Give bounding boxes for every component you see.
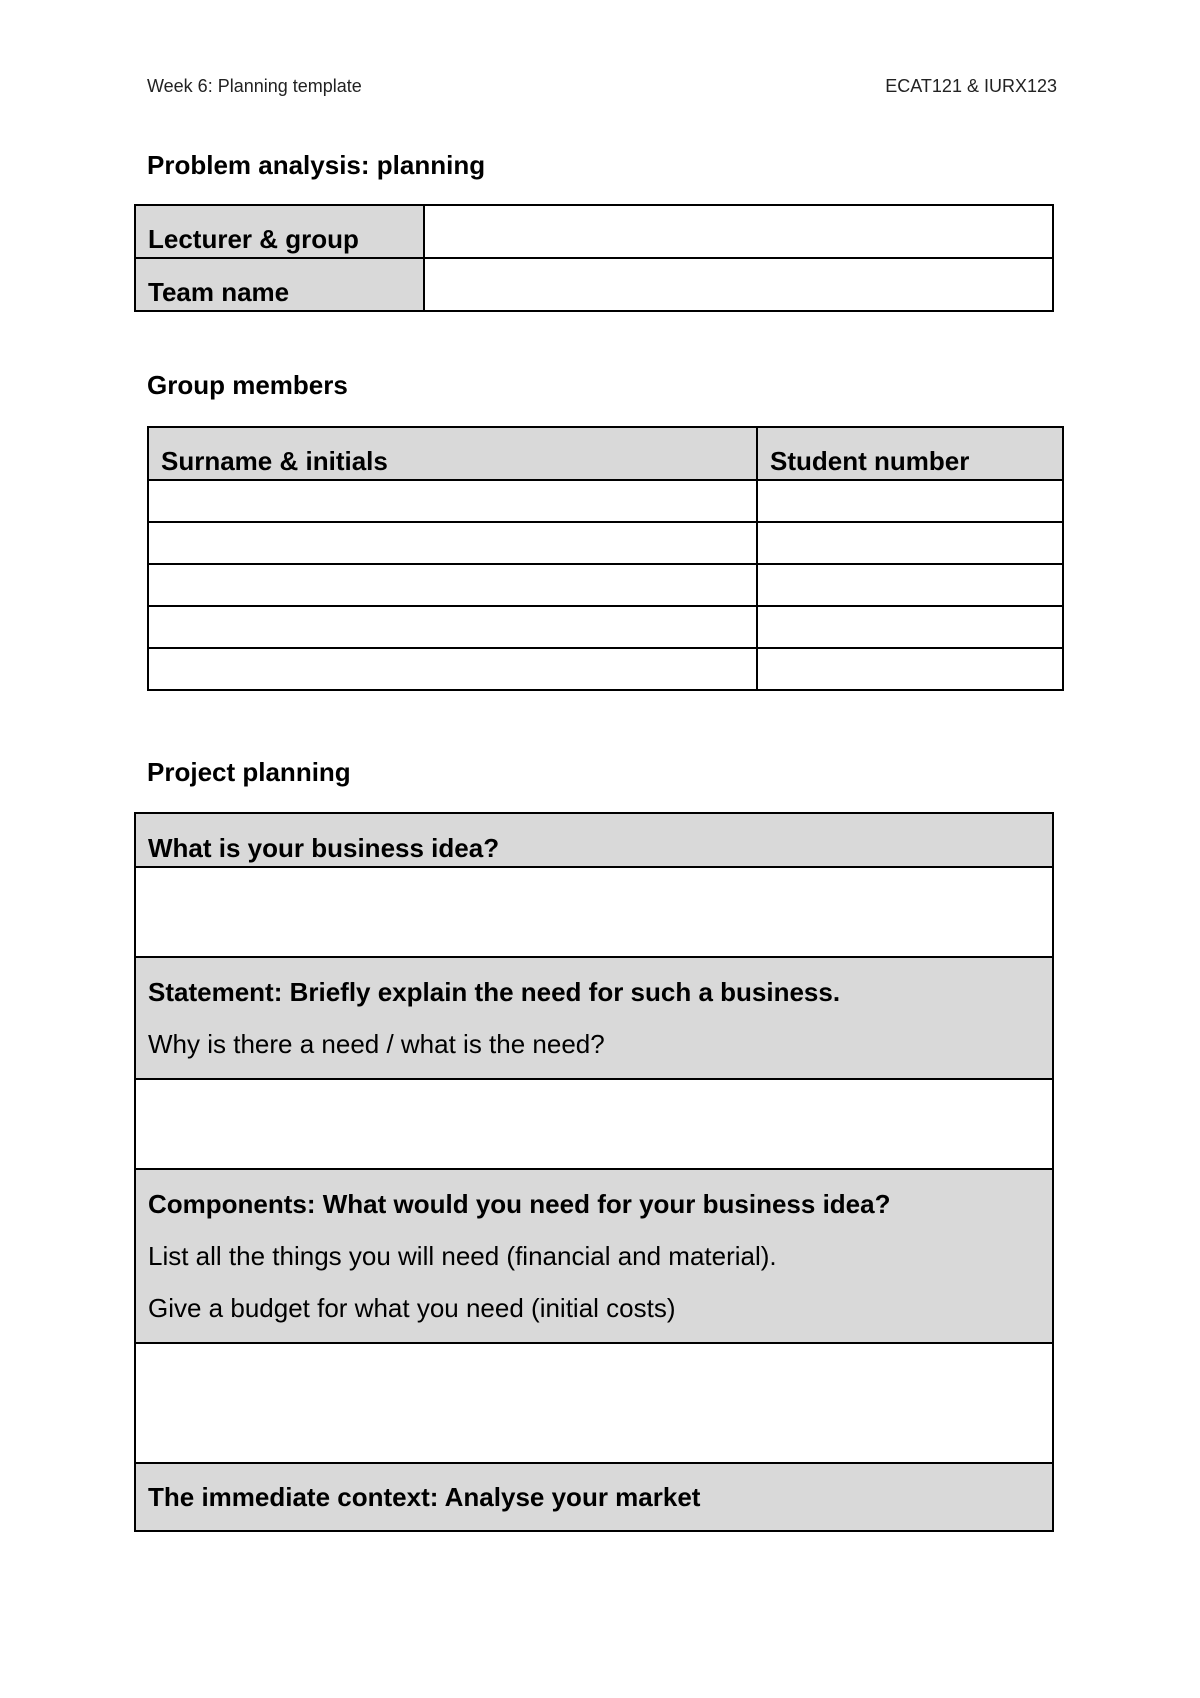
table-row [135, 1079, 1053, 1169]
statement-heading: Statement: Briefly explain the need for such a business. [148, 977, 841, 1007]
section-title-problem-analysis: Problem analysis: planning [147, 150, 486, 180]
surname-cell[interactable] [148, 606, 757, 648]
lecturer-group-label: Lecturer & group [135, 205, 424, 258]
question-components [135, 1169, 1053, 1343]
column-header-student-number: Student number [757, 427, 1063, 480]
student-number-cell[interactable] [757, 648, 1063, 690]
student-number-cell[interactable] [757, 522, 1063, 564]
question-statement [135, 957, 1053, 1079]
table-row [148, 522, 1063, 564]
answer-statement[interactable] [135, 1079, 1053, 1169]
student-number-cell[interactable] [757, 606, 1063, 648]
question-immediate-context: The immediate context: Analyse your market [135, 1463, 1053, 1531]
project-planning-table [134, 812, 1054, 1532]
lecturer-team-table [134, 204, 1054, 312]
surname-cell[interactable] [148, 648, 757, 690]
question-business-idea: What is your business idea? [135, 813, 1053, 867]
table-row [135, 867, 1053, 957]
surname-cell[interactable] [148, 522, 757, 564]
table-row [135, 205, 1053, 258]
table-row [148, 480, 1063, 522]
header-right: ECAT121 & IURX123 [885, 76, 1057, 96]
table-header-row [148, 427, 1063, 480]
section-title-group-members: Group members [147, 370, 348, 400]
table-row [148, 564, 1063, 606]
table-row [135, 813, 1053, 867]
surname-cell[interactable] [148, 564, 757, 606]
answer-business-idea[interactable] [135, 867, 1053, 957]
statement-subtext: Why is there a need / what is the need? [148, 1029, 605, 1059]
header-left: Week 6: Planning template [147, 76, 362, 96]
section-title-project-planning: Project planning [147, 757, 351, 787]
table-row [135, 1343, 1053, 1463]
components-heading: Components: What would you need for your business idea? [148, 1189, 891, 1219]
table-row [148, 648, 1063, 690]
surname-cell[interactable] [148, 480, 757, 522]
components-subtext-2: Give a budget for what you need (initial costs) [148, 1293, 676, 1323]
table-row [135, 1169, 1053, 1343]
column-header-surname: Surname & initials [148, 427, 757, 480]
student-number-cell[interactable] [757, 480, 1063, 522]
table-row [135, 1463, 1053, 1531]
table-row [135, 258, 1053, 311]
team-name-label: Team name [135, 258, 424, 311]
components-subtext-1: List all the things you will need (financial and material). [148, 1241, 777, 1271]
team-name-field[interactable] [424, 258, 1053, 311]
answer-components[interactable] [135, 1343, 1053, 1463]
table-row [148, 606, 1063, 648]
lecturer-group-field[interactable] [424, 205, 1053, 258]
table-row [135, 957, 1053, 1079]
student-number-cell[interactable] [757, 564, 1063, 606]
group-members-table [147, 426, 1064, 691]
